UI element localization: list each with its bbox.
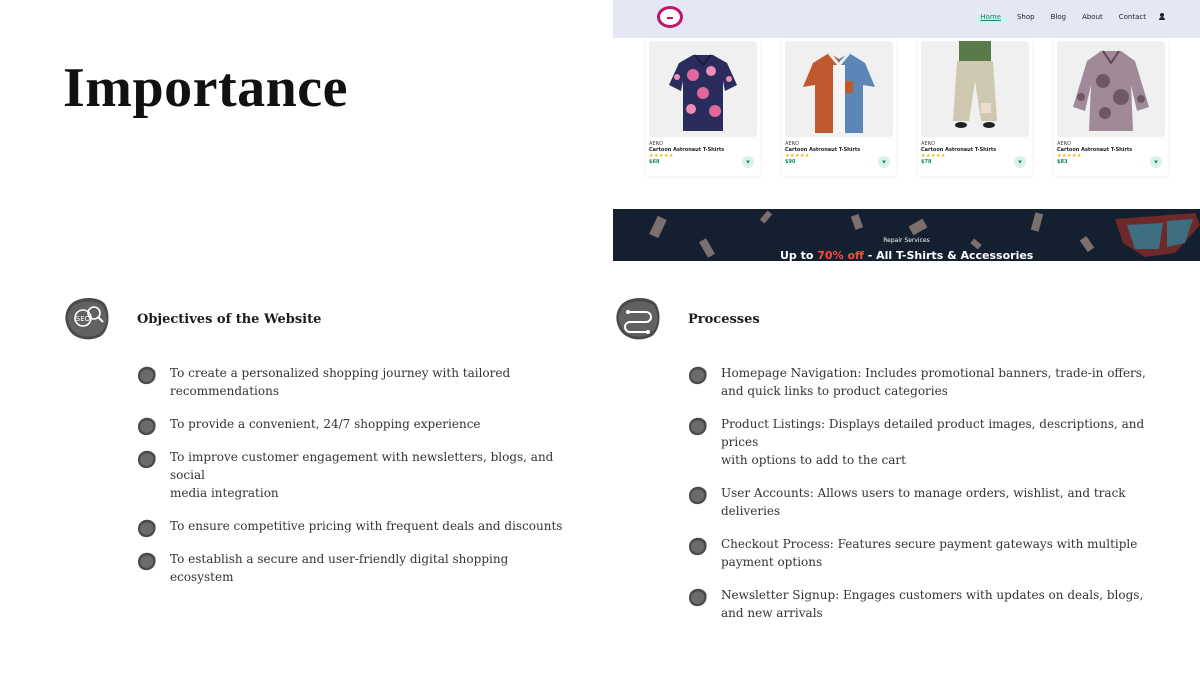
- product-price: $90: [785, 159, 796, 165]
- product-tag: AERO: [1057, 141, 1071, 147]
- denim-shirt-image: [785, 41, 893, 137]
- product-rating: ★★★★★: [649, 153, 674, 159]
- nav-link-blog: Blog: [1050, 13, 1067, 21]
- product-price: $68: [649, 159, 660, 165]
- product-card: [646, 38, 760, 176]
- product-tag: AERO: [921, 141, 935, 147]
- product-image: [649, 41, 757, 137]
- list-item: Checkout Process: Features secure payment gateways with multiple payment options: [688, 535, 1168, 571]
- process-flow-icon: [614, 294, 662, 342]
- product-price: $83: [1057, 159, 1068, 165]
- product-rating: ★★★★★: [1057, 153, 1082, 159]
- product-name: Cartoon Astronaut T-Shirts: [649, 147, 725, 153]
- product-image: [921, 41, 1029, 137]
- product-price: $78: [921, 159, 932, 165]
- nav-link-contact: Contact: [1118, 13, 1146, 21]
- linen-pants-image: [921, 41, 1029, 137]
- bullet-icon: [137, 518, 157, 538]
- cart-icon: ▾: [878, 156, 890, 168]
- bullet-icon: [137, 551, 157, 571]
- product-card: [1054, 38, 1168, 176]
- product-grid: [646, 38, 1168, 176]
- nav-link-shop: Shop: [1016, 13, 1035, 21]
- bullet-icon: [137, 449, 157, 469]
- bullet-icon: [688, 536, 708, 556]
- product-name: Cartoon Astronaut T-Shirts: [921, 147, 997, 153]
- product-tag: AERO: [649, 141, 663, 147]
- list-item: Product Listings: Displays detailed product images, descriptions, and prices with options to add to the cart: [688, 415, 1168, 469]
- user-icon: [1159, 13, 1165, 20]
- site-navbar: [613, 0, 1200, 38]
- list-item: To establish a secure and user-friendly digital shopping ecosystem: [137, 550, 567, 586]
- cart-icon: ▾: [1014, 156, 1026, 168]
- bullet-icon: [688, 416, 708, 436]
- product-tag: AERO: [785, 141, 799, 147]
- objectives-list: [137, 364, 567, 586]
- bullet-icon: [688, 587, 708, 607]
- product-image: [1057, 41, 1165, 137]
- page-title: Importance: [63, 57, 348, 119]
- promo-banner: [613, 209, 1200, 261]
- list-item: To ensure competitive pricing with frequent deals and discounts: [137, 517, 567, 535]
- list-item: Homepage Navigation: Includes promotional banners, trade-in offers, and quick links to product categories: [688, 364, 1168, 400]
- floral-shirt-image: [649, 41, 757, 137]
- site-logo: [657, 6, 683, 28]
- product-image: [785, 41, 893, 137]
- nav-link-about: About: [1082, 13, 1103, 21]
- processes-heading: Processes: [688, 312, 760, 327]
- floral-blouse-image: [1057, 41, 1165, 137]
- nav-link-home: Home: [980, 13, 1001, 21]
- bullet-icon: [688, 485, 708, 505]
- discount-text: 70% off: [817, 249, 864, 261]
- product-card: [782, 38, 896, 176]
- banner-eyebrow: Repair Services: [883, 237, 930, 244]
- bullet-icon: [137, 365, 157, 385]
- bullet-icon: [688, 365, 708, 385]
- product-rating: ★★★★★: [921, 153, 946, 159]
- product-rating: ★★★★★: [785, 153, 810, 159]
- list-item: User Accounts: Allows users to manage orders, wishlist, and track deliveries: [688, 484, 1168, 520]
- cart-icon: ▾: [1150, 156, 1162, 168]
- product-card: [918, 38, 1032, 176]
- site-nav-links: [980, 13, 1170, 21]
- product-name: Cartoon Astronaut T-Shirts: [785, 147, 861, 153]
- product-name: Cartoon Astronaut T-Shirts: [1057, 147, 1133, 153]
- list-item: To create a personalized shopping journey with tailored recommendations: [137, 364, 567, 400]
- objectives-heading: Objectives of the Website: [137, 312, 322, 327]
- bullet-icon: [137, 416, 157, 436]
- website-screenshot: [613, 0, 1200, 261]
- seo-magnifier-icon: [63, 294, 111, 342]
- cart-icon: ▾: [742, 156, 754, 168]
- banner-headline: Up to 70% off - All T-Shirts & Accessories: [780, 249, 1034, 261]
- processes-list: [688, 364, 1168, 622]
- svg-text:SEO: SEO: [75, 315, 91, 323]
- list-item: Newsletter Signup: Engages customers with updates on deals, blogs, and new arrivals: [688, 586, 1168, 622]
- list-item: To improve customer engagement with newsletters, blogs, and social media integration: [137, 448, 567, 502]
- list-item: To provide a convenient, 24/7 shopping experience: [137, 415, 567, 433]
